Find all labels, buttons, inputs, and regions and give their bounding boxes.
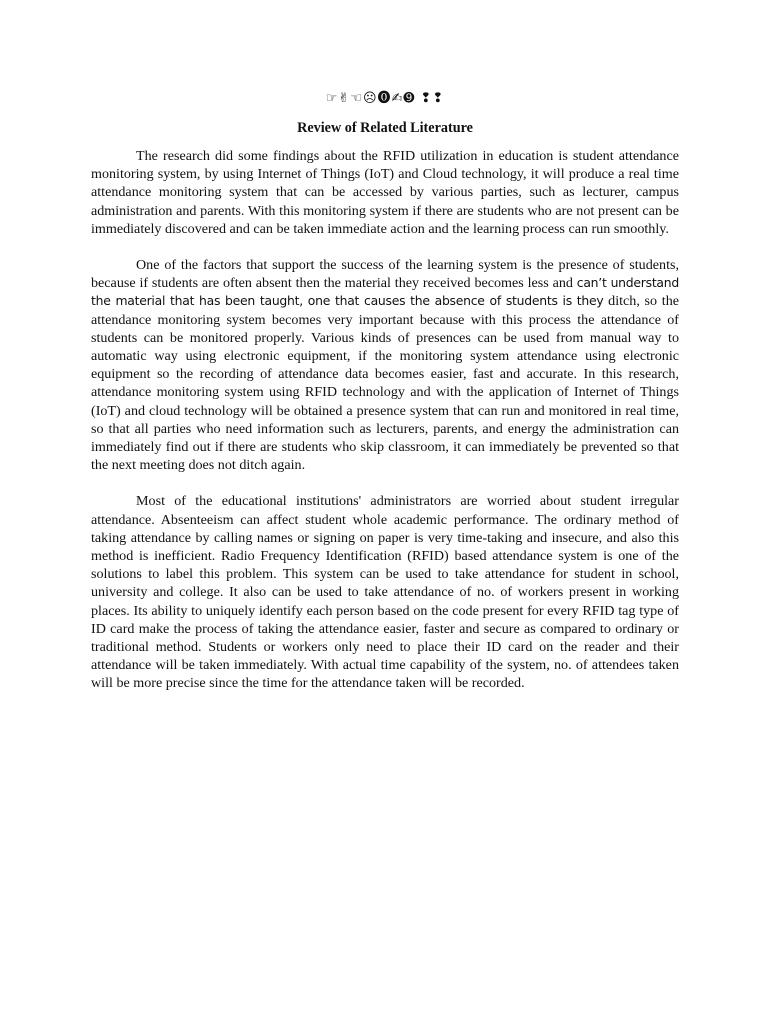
paragraph-2-alt-font-line: can’t understand the material that has been taught, one that causes the absence of students is they <box>91 275 679 309</box>
paragraph-2-text-end: ditch, so the attendance monitoring system becomes very important because with this process the attendance of students can be monitored properly. Various kinds of presences can be used from manual way to automatic way using electronic equipment, if the monitoring system attendance using electronic equipment so the recording of attendance data becomes easier, fast and accurate. In this research, attendance monitoring system using RFID technology and with the application of Internet of Things (IoT) and cloud technology will be obtained a presence system that can run and monitored in real time, so that all parties who need information such as lecturers, parents, and energy the administration can immediately find out if there are students who skip classroom, it can immediately be prevented so that the next meeting does not ditch again. <box>91 293 679 474</box>
paragraph-2 <box>91 256 679 474</box>
paragraph-2-text-start: One of the factors that support the success of the learning system is the presence of students, because if students are often absent then the material they received becomes less and <box>91 257 679 292</box>
paragraph-1-text: The research did some findings about the RFID utilization in education is student attendance monitoring system, by using Internet of Things (IoT) and Cloud technology, it will produce a real time attendance monitoring system that can be accessed by various parties, such as lecturer, campus administration and parents. With this monitoring system if there are students who are not present can be immediately discovered and can be taken immediate action and the learning process can run smoothly. <box>91 148 679 237</box>
paragraph-3-text: Most of the educational institutions' administrators are worried about student irregular attendance. Absenteeism can affect student whole academic performance. The ordinary method of taking attendance by calling names or signing on paper is very time-taking and insecure, and also this method is inefficient. Radio Frequency Identification (RFID) based attendance system is one of the solutions to label this problem. This system can be used to take attendance for student in school, university and college. It also can be used to take attendance of no. of workers present in working places. Its ability to uniquely identify each person based on the code present for every RFID tag type of ID card make the process of taking the attendance easier, faster and secure as compared to ordinary or traditional method. Students or workers only need to place their ID card on the reader and their attendance will be taken immediately. With actual time capability of the system, no. of attendees taken will be more precise since the time for the attendance taken will be recorded. <box>91 493 679 692</box>
chapter-heading: ☞✌☜☹⓿✍➒ ❢❢ <box>325 91 445 106</box>
paragraph-1 <box>91 147 679 238</box>
paragraph-3 <box>91 492 679 692</box>
section-title: Review of Related Literature <box>297 120 473 136</box>
